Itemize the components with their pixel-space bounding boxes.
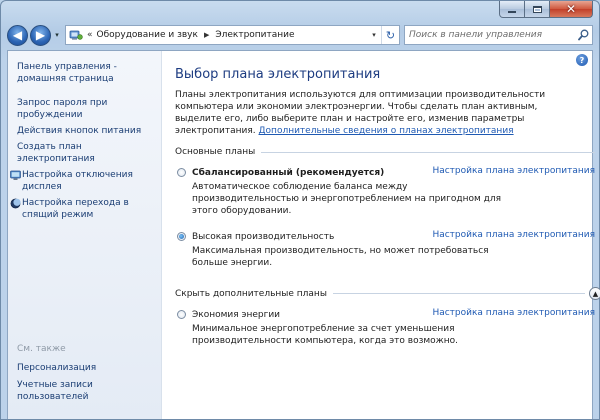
- plan-radio-power-saver[interactable]: [177, 310, 186, 319]
- sidebar-item-create-plan[interactable]: Создать план электропитания: [17, 142, 95, 164]
- task-pane: [8, 51, 162, 419]
- plan-name[interactable]: Сбалансированный (рекомендуется): [192, 167, 385, 178]
- caption-buttons: [499, 1, 593, 18]
- back-button[interactable]: [7, 25, 28, 46]
- see-also-heading: См. также: [17, 344, 66, 354]
- chevron-down-icon: ▾: [55, 31, 59, 39]
- plan-balanced: [175, 166, 595, 217]
- back-arrow-icon: ◀: [12, 28, 23, 42]
- sidebar-item-sleep[interactable]: [8, 197, 158, 221]
- intro-text: [175, 89, 575, 137]
- plan-radio-balanced[interactable]: [177, 168, 186, 177]
- control-panel-icon: [69, 29, 83, 41]
- plan-description: Автоматическое соблюдение баланса между производительностью и энергопотреблением на пригодном для этого оборудовании.: [192, 182, 502, 216]
- sidebar-item-personalization[interactable]: Персонализация: [17, 363, 97, 373]
- divider: [333, 293, 585, 294]
- sidebar-item-control-panel-home[interactable]: Панель управления - домашняя страница: [17, 62, 117, 84]
- address-bar[interactable]: [65, 25, 400, 45]
- group-basic-plans: [175, 147, 595, 157]
- plan-description: Максимальная производительность, но может потребоваться больше энергии.: [192, 246, 489, 268]
- help-button[interactable]: [576, 54, 588, 66]
- chevron-up-icon: ▲: [592, 289, 599, 298]
- plan-name[interactable]: Высокая производительность: [192, 231, 335, 242]
- sidebar-item-power-buttons[interactable]: Действия кнопок питания: [17, 126, 142, 136]
- page-title: Выбор плана электропитания: [175, 67, 381, 82]
- help-icon: ?: [579, 55, 585, 65]
- collapse-button[interactable]: [589, 287, 600, 300]
- main-panel: [163, 51, 599, 419]
- plan-high-performance: [175, 230, 595, 269]
- display-icon: [8, 169, 22, 193]
- minimize-button[interactable]: [499, 1, 525, 18]
- forward-arrow-icon: ▶: [35, 28, 46, 42]
- sidebar-item-label: Настройка отключения дисплея: [22, 170, 133, 192]
- close-button[interactable]: [550, 1, 593, 18]
- maximize-icon: [533, 6, 542, 13]
- sidebar-item-wake-password[interactable]: Запрос пароля при пробуждении: [17, 98, 108, 120]
- content-area: [7, 50, 599, 419]
- hide-extra-plans-row[interactable]: [175, 287, 600, 300]
- maximize-button[interactable]: [525, 1, 550, 18]
- address-history-dropdown[interactable]: [367, 26, 381, 44]
- breadcrumb-arrow-icon[interactable]: ▶: [203, 31, 210, 39]
- chevron-down-icon: ▾: [372, 31, 376, 39]
- minimize-icon: [508, 11, 516, 13]
- plan-radio-high-performance[interactable]: [177, 232, 186, 241]
- navigation-bar: [7, 22, 593, 48]
- breadcrumb-hardware-sound[interactable]: Оборудование и звук: [96, 30, 198, 40]
- close-icon: ✕: [565, 2, 577, 16]
- search-placeholder: Поиск в панели управления: [409, 30, 542, 40]
- search-icon[interactable]: [578, 29, 589, 44]
- plan-power-saver: [175, 308, 595, 347]
- address-prefix[interactable]: «: [87, 30, 93, 40]
- search-input[interactable]: [404, 25, 593, 45]
- forward-button[interactable]: [30, 25, 51, 46]
- sidebar-item-user-accounts[interactable]: Учетные записи пользователей: [17, 380, 93, 402]
- configure-plan-link[interactable]: Настройка плана электропитания: [432, 166, 595, 176]
- hide-extra-plans-label[interactable]: Скрыть дополнительные планы: [175, 288, 327, 299]
- more-info-link[interactable]: Дополнительные сведения о планах электропитания: [258, 126, 514, 136]
- sidebar-item-label: Настройка перехода в спящий режим: [22, 198, 129, 220]
- refresh-button[interactable]: [381, 26, 399, 44]
- intro-body: Планы электропитания используются для оптимизации производительности компьютера или экономии электроэнергии. Чтобы сделать план активным, выделите его, либо выберите план и настройте его, изменив параметры электропитания.: [175, 90, 546, 136]
- divider: [261, 152, 595, 153]
- plan-name[interactable]: Экономия энергии: [192, 309, 281, 320]
- breadcrumb-power-options[interactable]: Электропитание: [215, 30, 295, 40]
- configure-plan-link[interactable]: Настройка плана электропитания: [432, 230, 595, 240]
- configure-plan-link[interactable]: Настройка плана электропитания: [432, 308, 595, 318]
- sidebar-links: [8, 61, 158, 221]
- see-also-links: [8, 362, 158, 403]
- plan-description: Минимальное энергопотребление за счет уменьшения производительности компьютера, когда это возможно.: [192, 324, 459, 346]
- recent-pages-dropdown[interactable]: [52, 25, 62, 46]
- group-heading: Основные планы: [175, 147, 256, 157]
- refresh-icon: ↻: [385, 28, 396, 42]
- moon-icon: [8, 197, 22, 221]
- sidebar-item-display-off[interactable]: [8, 169, 158, 193]
